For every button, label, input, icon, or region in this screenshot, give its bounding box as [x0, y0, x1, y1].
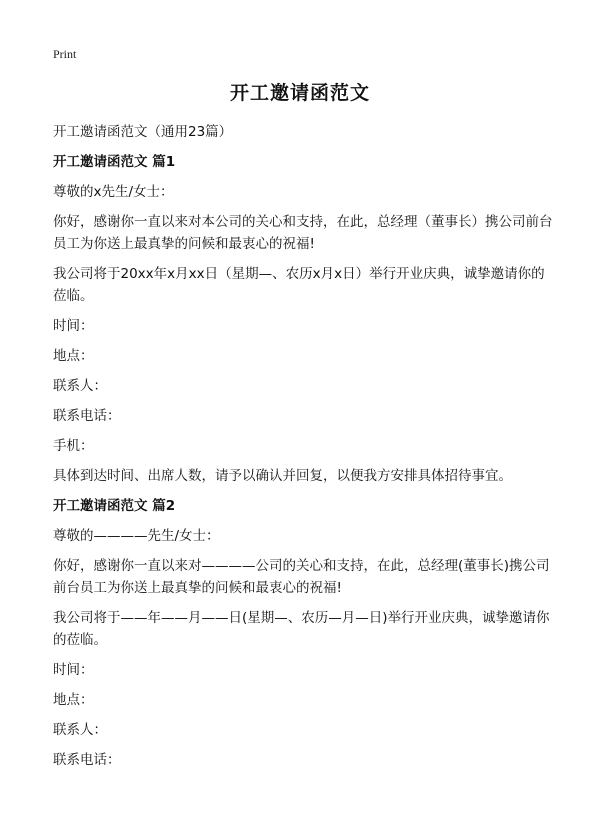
document-body [53, 121, 553, 779]
print-label: Print [53, 47, 77, 61]
salutation: 尊敬的x先生/女士： [53, 184, 174, 200]
field-time: 时间： [53, 318, 94, 334]
field-time: 时间： [53, 662, 94, 678]
section-1 [53, 151, 553, 487]
field-contact: 联系人： [53, 722, 107, 738]
field-mobile: 手机： [53, 438, 94, 454]
section-heading: 开工邀请函范文 篇2 [53, 498, 176, 514]
document-subtitle: 开工邀请函范文（通用23篇） [53, 124, 233, 140]
body-paragraph: 我公司将于——年——月——日(星期—、农历—月—日)举行开业庆典，诚挚邀请你的莅临。 [53, 610, 550, 648]
field-phone: 联系电话： [53, 752, 121, 768]
page-title: 开工邀请函范文 [229, 82, 370, 104]
section-2 [53, 495, 553, 771]
body-paragraph: 我公司将于20xx年x月xx日（星期—、农历x月x日）举行开业庆典，诚挚邀请你的莅临。 [53, 266, 545, 304]
field-location: 地点： [53, 348, 94, 364]
body-paragraph: 你好，感谢你一直以来对————公司的关心和支持，在此，总经理(董事长)携公司前台员工为你送上最真挚的问候和最衷心的祝福! [53, 558, 550, 596]
field-phone: 联系电话： [53, 408, 121, 424]
field-location: 地点： [53, 692, 94, 708]
closing-paragraph: 具体到达时间、出席人数，请予以确认并回复，以便我方安排具体招待事宜。 [53, 468, 512, 484]
section-heading: 开工邀请函范文 篇1 [53, 154, 176, 170]
salutation: 尊敬的————先生/女士： [53, 528, 220, 544]
field-contact: 联系人： [53, 378, 107, 394]
body-paragraph: 你好，感谢你一直以来对本公司的关心和支持，在此，总经理（董事长）携公司前台员工为你送上最真挚的问候和最衷心的祝福! [53, 214, 553, 252]
